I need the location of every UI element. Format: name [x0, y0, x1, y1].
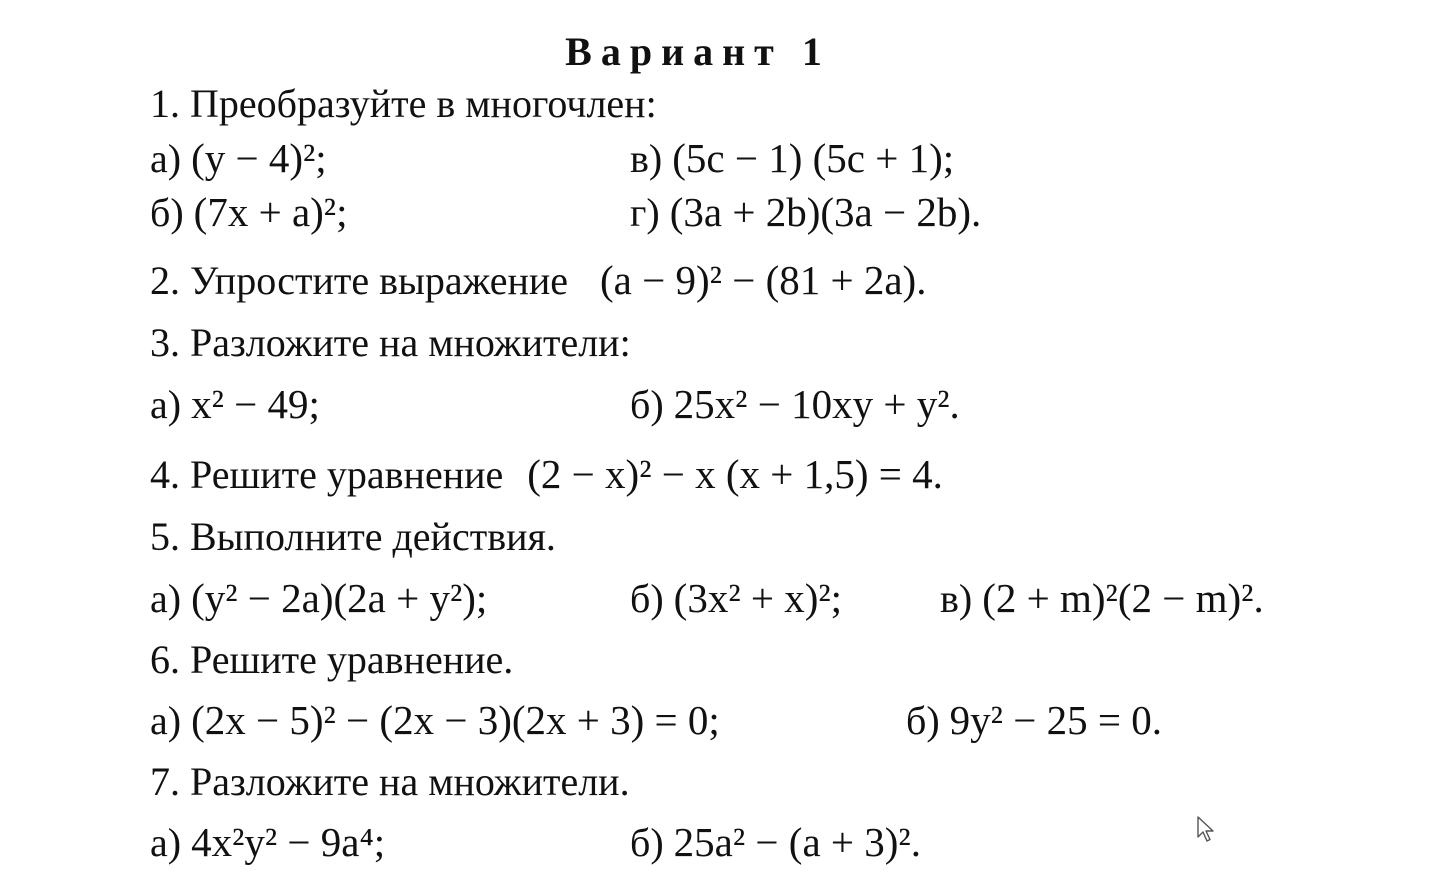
item-label: г) [630, 190, 660, 235]
item-label: а) [150, 820, 182, 865]
item-expression: (3a + 2b)(3a − 2b). [669, 189, 982, 235]
task-4 [150, 451, 943, 497]
item-label: б) [906, 698, 940, 743]
item-expression: 25x² − 10xy + y². [673, 381, 960, 427]
item-label: б) [630, 820, 664, 865]
item-expression: (y − 4)²; [191, 135, 327, 181]
task-1-item-g [630, 189, 982, 235]
task-6-item-b [906, 697, 1162, 743]
item-label: б) [150, 190, 184, 235]
task-3-item-a [150, 381, 320, 427]
task-7-item-b [630, 819, 921, 865]
task-5-item-b [630, 575, 843, 621]
item-expression: (7x + a)²; [193, 189, 348, 235]
task-1-item-v [630, 135, 955, 181]
item-label: а) [150, 136, 182, 181]
task-3-header: 3. Разложите на множители: [150, 320, 631, 365]
task-7-item-a [150, 819, 386, 865]
task-4-header: 4. Решите уравнение [150, 452, 504, 497]
item-expression: 25a² − (a + 3)². [673, 819, 921, 865]
task-6-header: 6. Решите уравнение. [150, 637, 514, 682]
item-label: в) [940, 576, 973, 621]
item-label: б) [630, 576, 664, 621]
item-label: а) [150, 382, 182, 427]
item-label: а) [150, 576, 182, 621]
task-1-header: 1. Преобразуйте в многочлен: [150, 81, 657, 126]
task-4-expression: (2 − x)² − x (x + 1,5) = 4. [527, 451, 943, 497]
task-6-item-a [150, 697, 720, 743]
item-expression: 4x²y² − 9a⁴; [191, 819, 386, 865]
item-expression: (2x − 5)² − (2x − 3)(2x + 3) = 0; [191, 697, 720, 743]
task-3-item-b [630, 381, 960, 427]
item-expression: (2 + m)²(2 − m)². [982, 575, 1264, 621]
task-2-header: 2. Упростите выражение [150, 258, 569, 303]
task-1-item-a [150, 135, 327, 181]
variant-title: Вариант 1 [565, 29, 831, 74]
item-label: а) [150, 698, 182, 743]
task-2-expression: (a − 9)² − (81 + 2a). [600, 257, 927, 303]
item-label: б) [630, 382, 664, 427]
item-expression: x² − 49; [191, 381, 320, 427]
item-expression: (y² − 2a)(2a + y²); [191, 575, 488, 621]
item-expression: (5c − 1) (5c + 1); [672, 135, 955, 181]
task-1-item-b [150, 189, 348, 235]
mouse-pointer-icon [1196, 815, 1216, 843]
item-expression: (3x² + x)²; [673, 575, 843, 621]
item-expression: 9y² − 25 = 0. [949, 697, 1162, 743]
task-5-item-v [940, 575, 1264, 621]
task-7-header: 7. Разложите на множители. [150, 759, 630, 804]
item-label: в) [630, 136, 663, 181]
task-2 [150, 257, 927, 303]
task-5-header: 5. Выполните действия. [150, 514, 556, 559]
task-5-item-a [150, 575, 488, 621]
